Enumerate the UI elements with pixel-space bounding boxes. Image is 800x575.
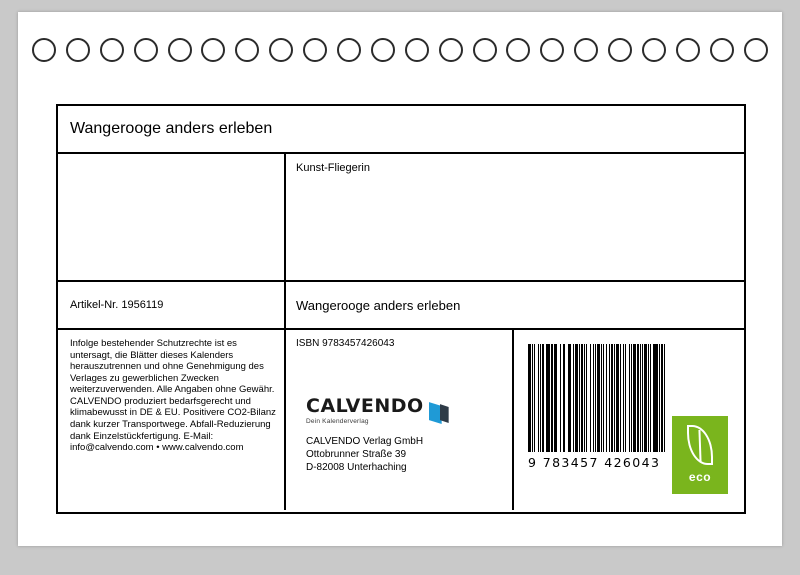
barcode-bars [528,344,668,452]
barcode-digits: 9 783457 426043 [528,455,661,470]
bottom-row [58,330,744,510]
calendar-back-page [18,12,782,546]
article-row [58,282,744,330]
publisher-street: Ottobrunner Straße 39 [306,449,407,460]
publisher-address [296,435,512,474]
spiral-hole [405,38,429,62]
spiral-binding-holes [18,28,782,70]
article-number: Artikel-Nr. 1956119 [58,282,286,328]
eco-label: eco [688,470,712,484]
spiral-hole [134,38,158,62]
barcode [528,344,668,470]
spiral-hole [744,38,768,62]
spiral-hole [269,38,293,62]
publisher-city: D-82008 Unterhaching [306,462,407,473]
title-repeat: Wangerooge anders erleben [296,297,461,313]
spiral-hole [168,38,192,62]
publisher-name: CALVENDO Verlag GmbH [306,436,424,447]
cover-image-placeholder [58,154,286,280]
spiral-hole [201,38,225,62]
spiral-hole [506,38,530,62]
eco-badge [672,416,728,494]
spiral-hole [337,38,361,62]
spiral-hole [371,38,395,62]
calvendo-tagline: Dein Kalenderverlag [306,418,369,425]
spiral-hole [303,38,327,62]
calvendo-logo [296,397,512,425]
middle-row [58,154,744,282]
calvendo-mark-icon [429,402,449,424]
spiral-hole [100,38,124,62]
spiral-hole [540,38,564,62]
spiral-hole [235,38,259,62]
spiral-hole [608,38,632,62]
spiral-hole [439,38,463,62]
publisher-block [286,330,514,510]
page-title: Wangerooge anders erleben [70,120,273,137]
leaf-icon [687,425,713,465]
spiral-hole [473,38,497,62]
spiral-hole [32,38,56,62]
spiral-hole [574,38,598,62]
calvendo-wordmark: CALVENDO [306,395,424,417]
spiral-hole [642,38,666,62]
spiral-hole [676,38,700,62]
product-info-card [56,104,746,514]
legal-notice: Infolge bestehender Schutzrechte ist es untersagt, die Blätter dieses Kalenders herauszutrennen und ohne Genehmigung des Verlages zu gewerblichen Zwecken weiterzuverwenden. Alle Angaben ohne Gewähr. CALVENDO produziert bedarfsgerecht und klimabewusst in DE & EU. Positivere CO2-Bilanz dank kurzer Transportwege. Abfall-Reduzierung dank Einzelstückfertigung. E-Mail: info@calvendo.com • www.calvendo.com [58,330,286,510]
barcode-cell [514,330,744,510]
spiral-hole [66,38,90,62]
spiral-hole [710,38,734,62]
title-row [58,106,744,154]
subject-label: Kunst-Fliegerin [296,162,370,174]
isbn-text: ISBN 9783457426043 [296,338,395,349]
